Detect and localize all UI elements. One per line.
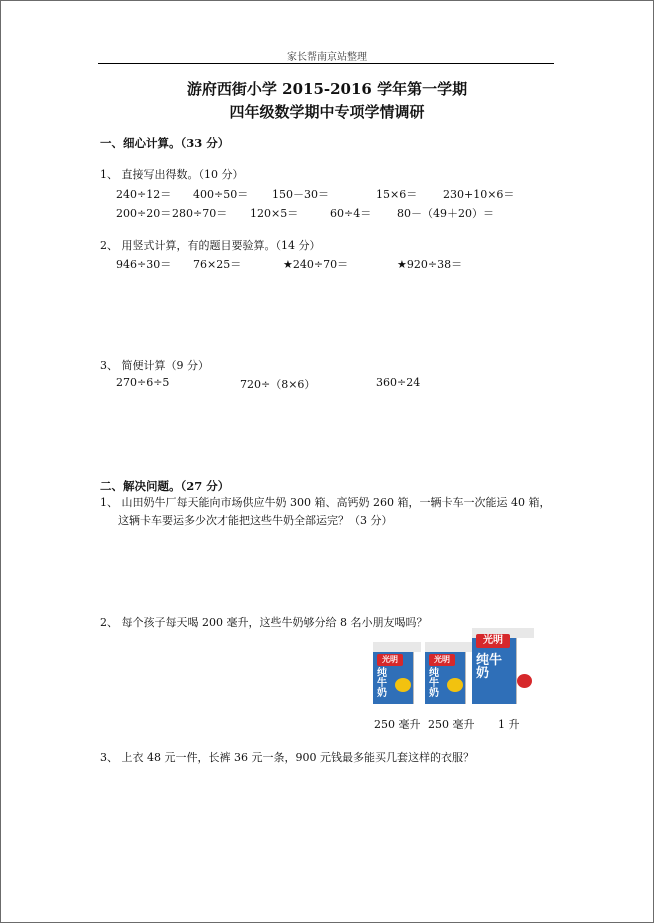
problem1-line2: 这辆卡车要运多少次才能把这些牛奶全部运完？（3 分） bbox=[118, 514, 393, 527]
q1-row1-item: 400÷50＝ bbox=[193, 188, 249, 201]
brand-logo: 光明 bbox=[429, 654, 455, 666]
q1-row2-item: 280÷70＝ bbox=[172, 207, 228, 220]
header-divider bbox=[98, 63, 554, 64]
q1-row2-item: 200÷20＝ bbox=[116, 207, 172, 220]
q3-label: 3、 简便计算（9 分） bbox=[100, 359, 209, 372]
q1-row1-item: 150－30＝ bbox=[272, 188, 329, 201]
q1-row1-item: 240÷12＝ bbox=[116, 188, 172, 201]
section2-heading: 二、解决问题。（27 分） bbox=[100, 479, 230, 493]
milk-caption: 1 升 bbox=[498, 718, 520, 731]
carton-label: 纯牛奶 bbox=[476, 653, 503, 681]
cow-badge-icon bbox=[395, 678, 411, 692]
milk-carton-small-2 bbox=[425, 642, 473, 704]
q3-item: 270÷6÷5 bbox=[116, 376, 170, 389]
milk-caption: 250 毫升 bbox=[428, 718, 475, 731]
q1-row2-item: 120×5＝ bbox=[250, 207, 299, 220]
q1-row1-item: 15×6＝ bbox=[376, 188, 418, 201]
q1-row2-item: 80－（49＋20）＝ bbox=[397, 207, 494, 220]
problem3-text: 3、 上衣 48 元一件，长裤 36 元一条，900 元钱最多能买几套这样的衣服？ bbox=[100, 751, 474, 764]
cow-badge-icon bbox=[447, 678, 463, 692]
q3-item: 720÷（8×6） bbox=[240, 378, 316, 391]
carton-label: 纯牛奶 bbox=[377, 668, 387, 699]
brand-logo: 光明 bbox=[476, 634, 510, 648]
problem1-line1: 1、 山田奶牛厂每天能向市场供应牛奶 300 箱、高钙奶 260 箱，一辆卡车一次能运 40 箱， bbox=[100, 496, 551, 509]
exam-title-line1: 游府西街小学 2015-2016 学年第一学期 bbox=[186, 80, 468, 98]
section1-heading: 一、细心计算。（33 分） bbox=[100, 136, 230, 150]
page-header: 家长帮南京站整理 bbox=[287, 52, 367, 63]
q2-label: 2、 用竖式计算，有的题目要验算。（14 分） bbox=[100, 239, 321, 252]
milk-carton-small-1 bbox=[373, 642, 421, 704]
brand-logo: 光明 bbox=[377, 654, 403, 666]
carton-label: 纯牛奶 bbox=[429, 668, 439, 699]
q1-row2-item: 60÷4＝ bbox=[330, 207, 372, 220]
q2-item: 946÷30＝ bbox=[116, 258, 172, 271]
cow-badge-icon bbox=[517, 674, 532, 688]
milk-carton-large bbox=[472, 628, 534, 704]
q1-label: 1、 直接写出得数。（10 分） bbox=[100, 168, 244, 181]
q3-item: 360÷24 bbox=[376, 376, 421, 389]
milk-caption: 250 毫升 bbox=[374, 718, 421, 731]
q2-item: ★240÷70＝ bbox=[283, 258, 349, 271]
q2-item: 76×25＝ bbox=[193, 258, 242, 271]
exam-title-line2: 四年级数学期中专项学情调研 bbox=[229, 103, 425, 121]
q1-row1-item: 230+10×6＝ bbox=[443, 188, 515, 201]
problem2-text: 2、 每个孩子每天喝 200 毫升，这些牛奶够分给 8 名小朋友喝吗？ bbox=[100, 616, 428, 629]
q2-item: ★920÷38＝ bbox=[397, 258, 463, 271]
